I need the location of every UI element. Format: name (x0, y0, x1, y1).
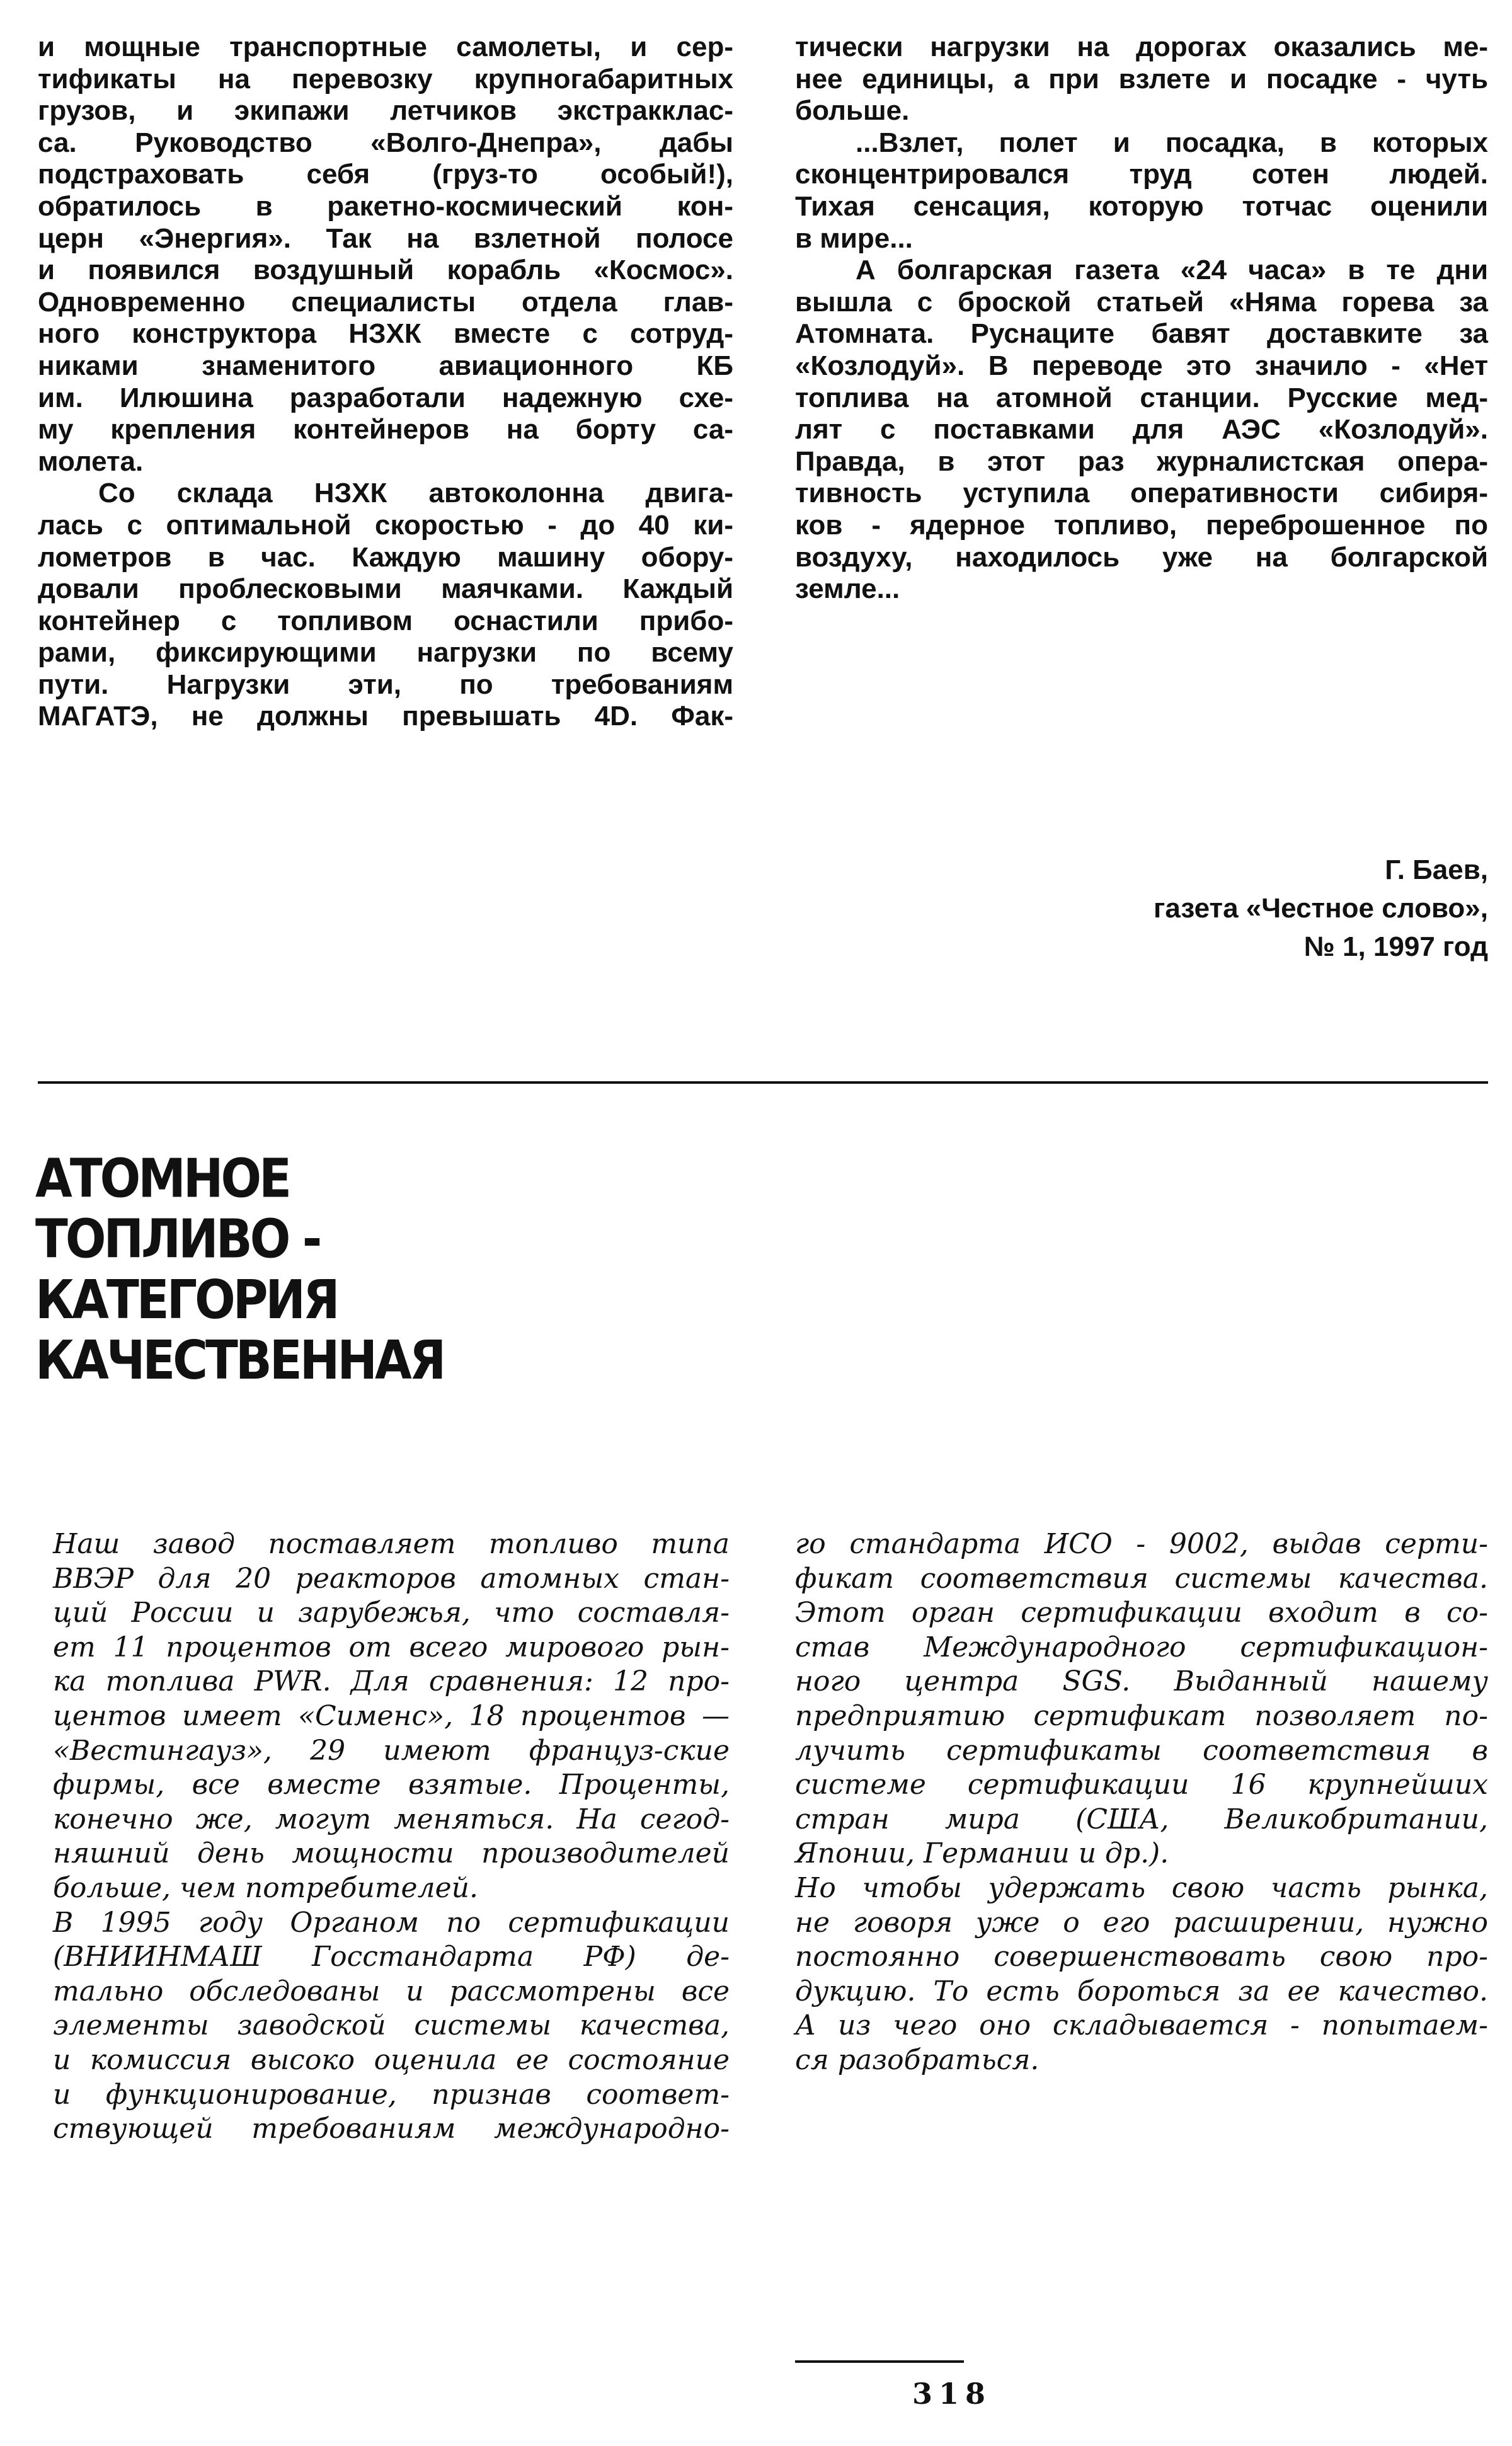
text-line: «Вестингауз», 29 имеют француз-ские (53, 1734, 730, 1767)
text-line: (ВНИИНМАШ Госстандарта РФ) де- (53, 1941, 730, 1973)
text-line: и появился воздушный корабль «Космос». (38, 255, 733, 286)
text-line: Японии, Германии и др.). (795, 1837, 1169, 1870)
text-line: постоянно совершенствовать свою про- (795, 1941, 1488, 1973)
text-line: дукцию. То есть бороться за ее качество. (795, 1975, 1488, 2007)
text-line: лась с оптимальной скоростью - до 40 ки- (38, 509, 733, 541)
text-line: тификаты на перевозку крупногабаритных (38, 63, 733, 95)
text-line: А болгарская газета «24 часа» в те дни (856, 255, 1488, 286)
signature-issue: № 1, 1997 год (1303, 931, 1488, 962)
text-line: системе сертификации 16 крупнейших (795, 1769, 1488, 1801)
text-line: фикат соответствия системы качества. (795, 1562, 1488, 1595)
text-line: Одновременно специалисты отдела глав- (38, 286, 733, 318)
text-line: предприятию сертификат позволяет по- (795, 1699, 1488, 1732)
footer-rule (795, 2360, 964, 2363)
text-line: ...Взлет, полет и посадка, в которых (856, 127, 1488, 158)
text-line: никами знаменитого авиационного КБ (38, 350, 733, 381)
text-line: Правда, в этот раз журналистская опера- (795, 445, 1488, 477)
text-line: А из чего оно складывается - попытаем- (795, 2009, 1488, 2042)
text-line: ствующей требованиям международно- (53, 2113, 730, 2145)
text-line: им. Илюшина разработали надежную схе- (38, 382, 733, 413)
text-line: «Козлодуй». В переводе это значило - «Нет (795, 350, 1488, 381)
signature (945, 851, 1488, 966)
text-line: Тихая сенсация, которую тотчас оценили (795, 190, 1488, 222)
text-line: ного центра SGS. Выданный нашему (795, 1665, 1488, 1698)
text-line: Наш завод поставляет топливо типа (53, 1528, 730, 1560)
text-line: го стандарта ИСО - 9002, выдав серти- (795, 1528, 1488, 1560)
text-line: тивность уступила оперативности сибиря- (795, 478, 1488, 509)
text-line: В 1995 году Органом по сертификации (53, 1906, 730, 1939)
text-line: конечно же, могут меняться. На сегод- (53, 1803, 730, 1835)
text-line: обратилось в ракетно-космический кон- (38, 190, 733, 222)
bottom-left-column (53, 1527, 730, 2147)
article-title-line: КАЧЕСТВЕННАЯ (35, 1328, 444, 1392)
article-title-line: АТОМНОЕ (35, 1146, 290, 1210)
text-line: лометров в час. Каждую машину обору- (38, 541, 733, 573)
text-line: Этот орган сертификации входит в со- (795, 1597, 1488, 1629)
text-line: став Международного сертификацион- (795, 1631, 1488, 1663)
text-line: Но чтобы удержать свою часть рынка, (795, 1871, 1488, 1904)
text-line: тически нагрузки на дорогах оказались ме- (795, 32, 1488, 62)
text-line: лучить сертификаты соответствия в (795, 1734, 1488, 1767)
top-right-column (795, 32, 1488, 606)
text-line: больше. (795, 95, 910, 127)
text-line: му крепления контейнеров на борту са- (38, 414, 733, 445)
text-line: воздуху, находилось уже на болгарской (795, 541, 1488, 573)
text-line: ков - ядерное топливо, переброшенное по (795, 509, 1488, 541)
text-line: ного конструктора НЗХК вместе с сотруд- (38, 318, 733, 350)
text-line: не говоря уже о его расширении, нужно (795, 1906, 1488, 1939)
article-title-line: КАТЕГОРИЯ (35, 1268, 338, 1331)
text-line: церн «Энергия». Так на взлетной полосе (38, 222, 733, 254)
signature-source: газета «Честное слово», (1154, 893, 1488, 924)
text-line: пути. Нагрузки эти, по требованиям (38, 669, 733, 700)
text-line: сконцентрировался труд сотен людей. (795, 159, 1488, 190)
text-line: нее единицы, а при взлете и посадке - чуть (795, 63, 1488, 95)
text-line: больше, чем потребителей. (53, 1871, 478, 1904)
text-line: и комиссия высоко оценила ее состояние (53, 2043, 730, 2076)
text-line: вышла с броской статьей «Няма горева за (795, 286, 1488, 318)
text-line: ций России и зарубежья, что составля- (53, 1597, 730, 1629)
top-left-column (38, 32, 733, 733)
text-line: элементы заводской системы качества, (53, 2009, 730, 2042)
page-number: 318 (912, 2377, 992, 2411)
text-line: няшний день мощности производителей (53, 1837, 730, 1870)
text-line: Атомната. Руснаците бавят доставките за (795, 318, 1488, 350)
text-line: са. Руководство «Волго-Днепра», дабы (38, 127, 733, 158)
text-line: тально обследованы и рассмотрены все (53, 1975, 730, 2007)
text-line: лят с поставками для АЭС «Козлодуй». (795, 414, 1488, 445)
text-line: фирмы, все вместе взятые. Проценты, (53, 1769, 730, 1801)
text-line: ет 11 процентов от всего мирового рын- (53, 1631, 730, 1663)
text-line: контейнер с топливом оснастили прибо- (38, 605, 733, 636)
text-line: земле... (795, 573, 900, 605)
text-line: в мире... (795, 222, 913, 254)
text-line: подстраховать себя (груз-то особый!), (38, 159, 733, 190)
text-line: ся разобраться. (795, 2043, 1040, 2076)
signature-author: Г. Баев, (1385, 854, 1488, 885)
text-line: довали проблесковыми маячками. Каждый (38, 573, 733, 605)
article-title (35, 1148, 444, 1391)
text-line: и мощные транспортные самолеты, и сер- (38, 32, 733, 62)
text-line: и функционирование, признав соответ- (53, 2078, 730, 2111)
text-line: МАГАТЭ, не должны превышать 4D. Фак- (38, 701, 733, 732)
text-line: молета. (38, 445, 144, 477)
text-line: Со склада НЗХК автоколонна двига- (98, 478, 733, 509)
article-title-line: ТОПЛИВО - (35, 1207, 320, 1270)
text-line: ВВЭР для 20 реакторов атомных стан- (53, 1562, 730, 1595)
text-line: стран мира (США, Великобритании, (795, 1803, 1488, 1835)
text-line: топлива на атомной станции. Русские мед- (795, 382, 1488, 413)
section-divider (38, 1081, 1488, 1084)
text-line: центов имеет «Сименс», 18 процентов — (53, 1699, 730, 1732)
bottom-right-column (795, 1527, 1488, 2078)
text-line: ка топлива PWR. Для сравнения: 12 про- (53, 1665, 730, 1698)
text-line: грузов, и экипажи летчиков экстракклас- (38, 95, 733, 127)
text-line: рами, фиксирующими нагрузки по всему (38, 637, 733, 669)
